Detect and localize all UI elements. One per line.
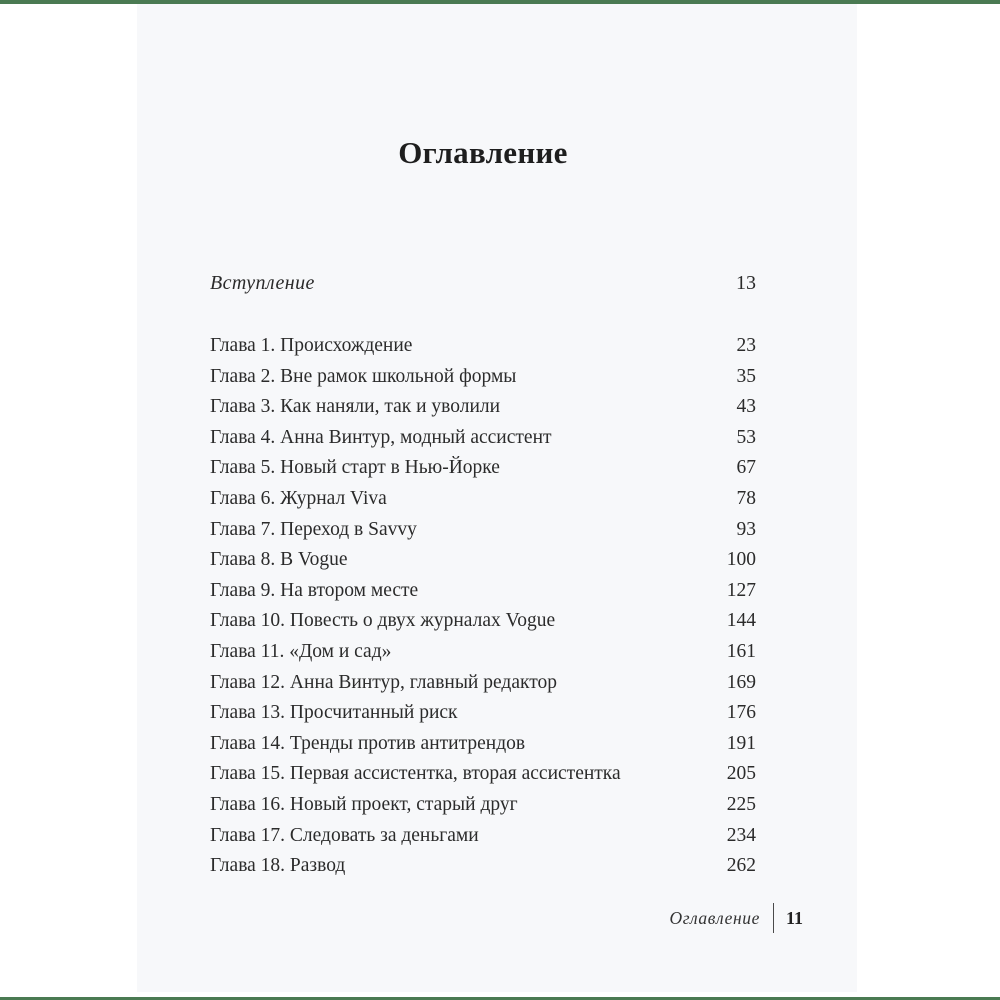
chapter-page-number: 191 <box>726 732 756 754</box>
chapter-page-number: 161 <box>726 640 756 662</box>
toc-row <box>210 392 756 423</box>
toc-list <box>210 331 756 882</box>
chapter-label: Глава 4. Анна Винтур, модный ассистент <box>210 426 552 448</box>
toc-row <box>210 484 756 515</box>
chapter-label: Глава 2. Вне рамок школьной формы <box>210 365 517 387</box>
footer-page-number: 11 <box>785 907 803 928</box>
toc-row <box>210 668 756 699</box>
chapter-label: Глава 3. Как наняли, так и уволили <box>210 396 501 418</box>
toc-row <box>210 821 756 852</box>
chapter-page-number: 23 <box>736 335 756 356</box>
chapter-label: Глава 10. Повесть о двух журналах Vogue <box>210 610 556 632</box>
toc-row <box>210 759 756 790</box>
toc-row <box>210 637 756 668</box>
chapter-page-number: 53 <box>736 426 756 448</box>
chapter-label: Глава 18. Развод <box>210 855 346 877</box>
toc-row <box>210 790 756 821</box>
toc-row <box>210 331 756 362</box>
toc-intro-label: Вступление <box>210 272 315 294</box>
toc-row <box>210 515 756 546</box>
chapter-label: Глава 13. Просчитанный риск <box>210 702 458 724</box>
toc-intro-row <box>210 268 756 298</box>
toc-row <box>210 545 756 576</box>
chapter-page-number: 225 <box>726 793 756 815</box>
chapter-label: Глава 8. В Vogue <box>210 549 348 571</box>
chapter-label: Глава 11. «Дом и сад» <box>210 640 392 662</box>
toc-row <box>210 423 756 454</box>
book-page <box>137 4 857 992</box>
toc-row <box>210 453 756 484</box>
chapter-label: Глава 15. Первая ассистентка, вторая ассистентка <box>210 763 621 785</box>
toc-row <box>210 729 756 760</box>
chapter-label: Глава 14. Тренды против антитрендов <box>210 732 526 754</box>
chapter-page-number: 234 <box>726 824 756 846</box>
chapter-page-number: 100 <box>726 549 756 571</box>
chapter-page-number: 176 <box>726 702 756 724</box>
chapter-page-number: 78 <box>736 487 756 509</box>
toc-row <box>210 606 756 637</box>
toc-row <box>210 362 756 393</box>
toc-row <box>210 576 756 607</box>
toc-row <box>210 851 756 882</box>
chapter-label: Глава 1. Происхождение <box>210 335 413 356</box>
chapter-page-number: 262 <box>726 855 756 877</box>
page-footer <box>670 903 803 933</box>
chapter-page-number: 169 <box>726 671 756 693</box>
chapter-label: Глава 6. Журнал Viva <box>210 487 387 509</box>
chapter-label: Глава 9. На втором месте <box>210 579 419 601</box>
chapter-label: Глава 5. Новый старт в Нью-Йорке <box>210 457 500 479</box>
chapter-label: Глава 7. Переход в Savvy <box>210 518 417 540</box>
toc-intro-page-number: 13 <box>736 272 756 294</box>
chapter-page-number: 93 <box>736 518 756 540</box>
chapter-page-number: 144 <box>726 610 756 632</box>
chapter-page-number: 127 <box>726 579 756 601</box>
chapter-page-number: 205 <box>726 763 756 785</box>
toc-row <box>210 698 756 729</box>
footer-section-label: Оглавление <box>669 907 760 928</box>
chapter-label: Глава 16. Новый проект, старый друг <box>210 793 518 815</box>
chapter-label: Глава 17. Следовать за деньгами <box>210 824 479 846</box>
chapter-page-number: 43 <box>736 396 756 418</box>
chapter-page-number: 67 <box>736 457 756 479</box>
chapter-page-number: 35 <box>736 365 756 387</box>
page-title: Оглавление <box>398 135 568 170</box>
footer-divider <box>773 903 774 933</box>
chapter-label: Глава 12. Анна Винтур, главный редактор <box>210 671 557 693</box>
